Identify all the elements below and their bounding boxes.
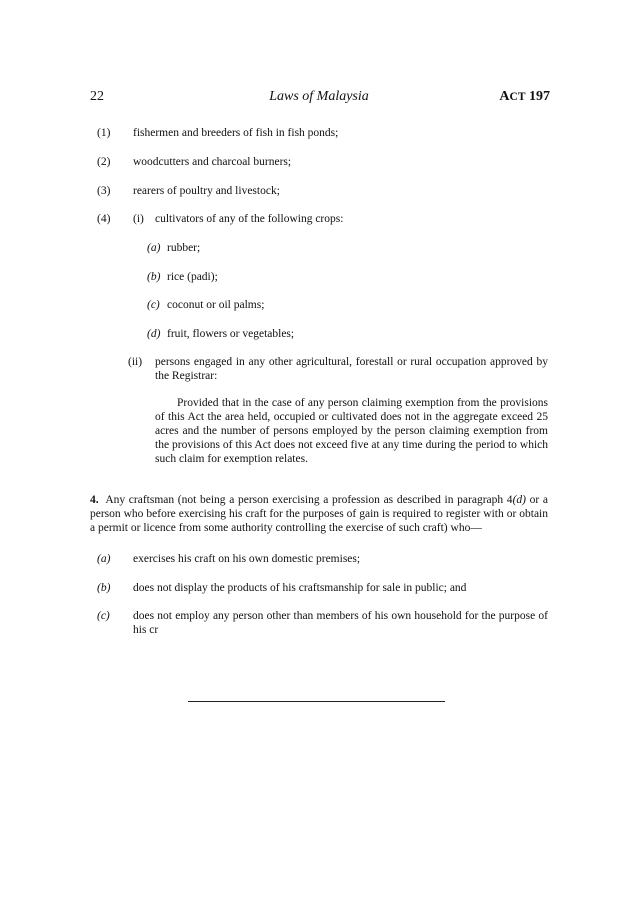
crop-letter: (b) (147, 271, 161, 283)
item-text: fishermen and breeders of fish in fish ponds; (133, 127, 339, 139)
separator-rule (188, 701, 445, 702)
item-text: cultivators of any of the following crops: (155, 213, 344, 225)
item-number: (4) (97, 213, 111, 225)
item-number: (2) (97, 156, 111, 168)
item-text: rearers of poultry and livestock; (133, 185, 280, 197)
crop-text: rice (padi); (167, 271, 218, 283)
condition-letter: (a) (97, 553, 111, 565)
crop-letter: (d) (147, 328, 161, 340)
running-title: Laws of Malaysia (269, 89, 369, 104)
section-number: 4. (90, 494, 99, 506)
item-number: (1) (97, 127, 111, 139)
sub-item-number: (ii) (128, 356, 143, 368)
condition-text: exercises his craft on his own domestic premises; (133, 553, 361, 565)
condition-letter: (c) (97, 610, 110, 622)
act-label: ACT 197 (499, 89, 550, 104)
item-number: (3) (97, 185, 111, 197)
crop-text: fruit, flowers or vegetables; (167, 328, 295, 340)
condition-letter: (b) (97, 582, 111, 594)
item-ii-text: persons engaged in any other agricultural, forestall or rural occupation approved by the Registrar: (155, 356, 548, 382)
item-text: woodcutters and charcoal burners; (133, 156, 292, 168)
proviso-paragraph: Provided that in the case of any person claiming exemption from the provisions of this Act the area held, occupied or cultivated does not in the aggregate exceed 25 acres and the number of persons employed by the person claiming exemption from the provisions of this Act does not exceed five at any time during the period to which such claim for exemption relates. (155, 397, 548, 465)
page-number: 22 (90, 89, 104, 104)
sub-item-number: (i) (133, 213, 144, 225)
section-4-paragraph: 4. Any craftsman (not being a person exercising a profession as described in paragraph 4(d) or a person who before exercising his craft for the purposes of gain is required to register with or obtain a permit or licence from some authority controlling the exercise of such craft) who— (90, 494, 549, 534)
crop-text: coconut or oil palms; (167, 299, 265, 311)
condition-text: does not display the products of his craftsmanship for sale in public; and (133, 582, 467, 594)
condition-text: does not employ any person other than members of his own household for the purpose of his cr (133, 610, 548, 636)
crop-letter: (c) (147, 299, 160, 311)
crop-text: rubber; (167, 242, 201, 254)
crop-letter: (a) (147, 242, 161, 254)
